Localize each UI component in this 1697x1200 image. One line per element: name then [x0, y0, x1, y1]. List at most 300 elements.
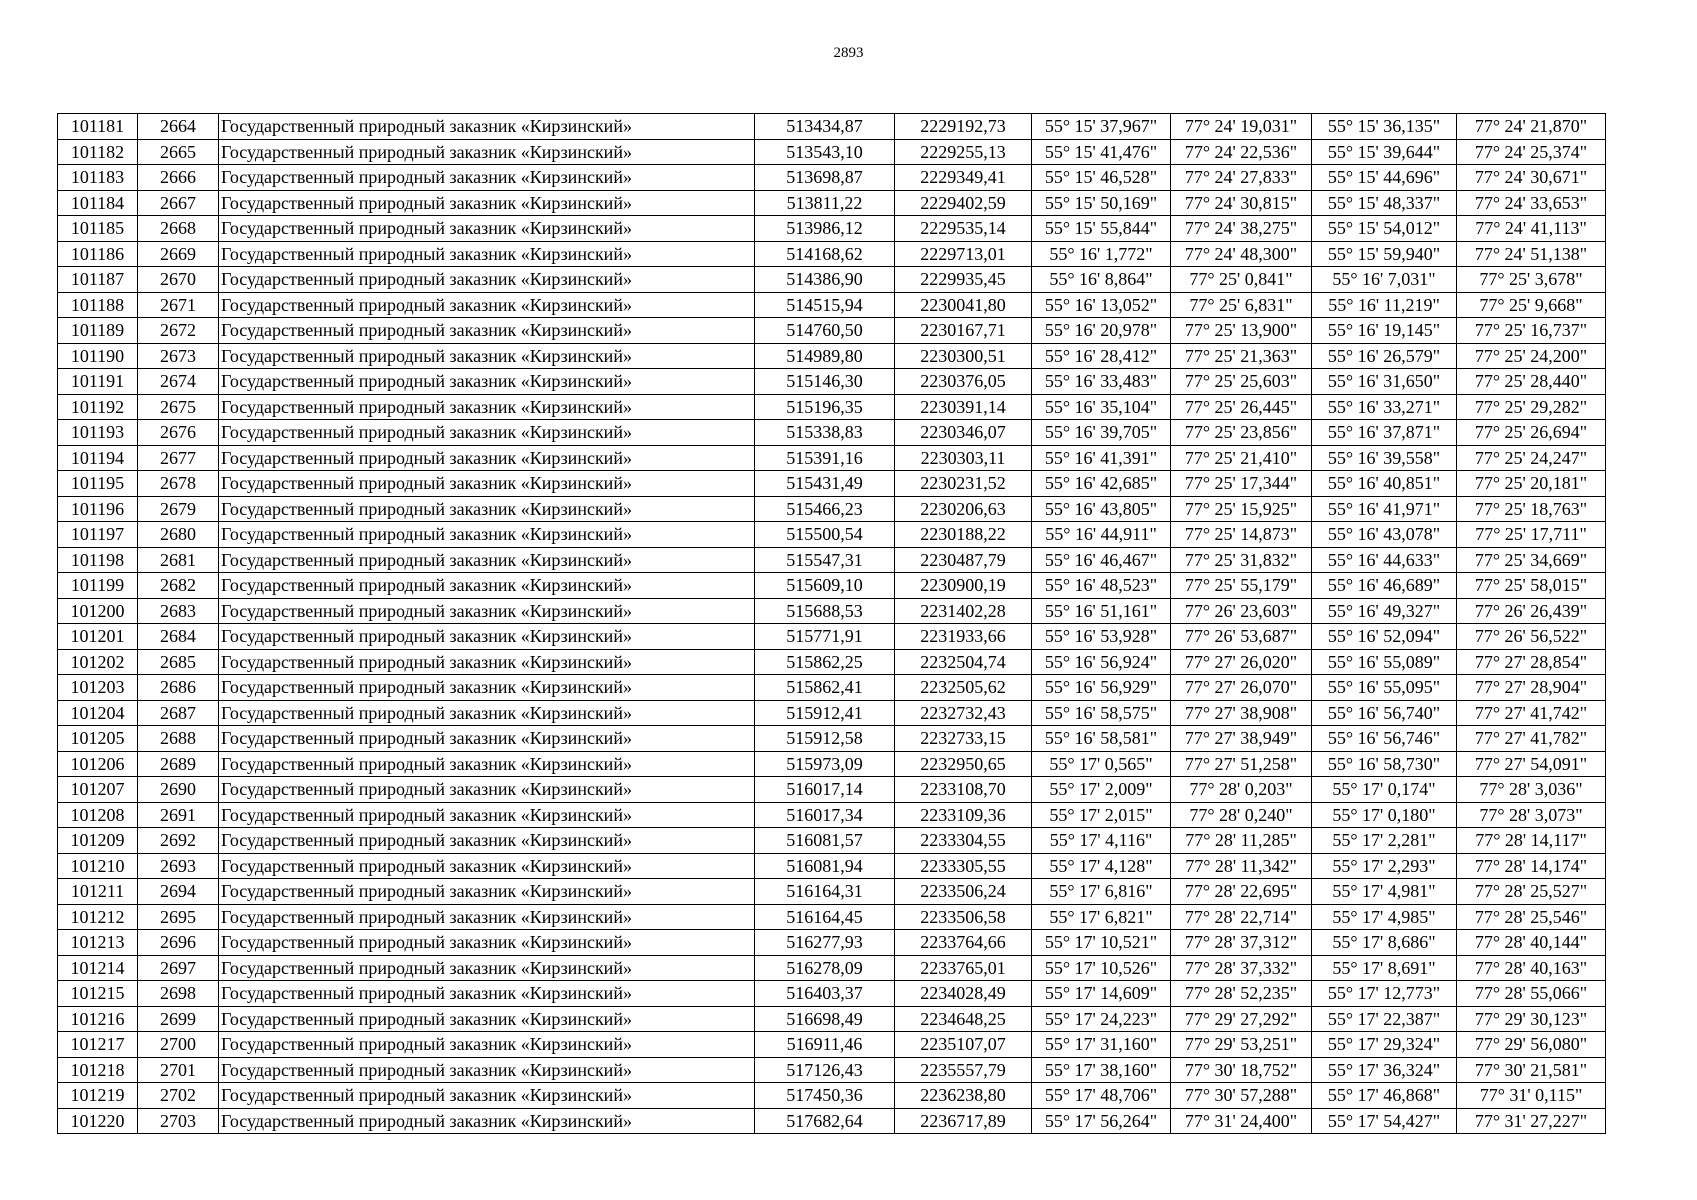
x-coordinate-cell: 516698,49	[755, 1006, 895, 1032]
point-number-cell: 2691	[138, 802, 219, 828]
area-name-cell: Государственный природный заказник «Кирзинский»	[219, 216, 755, 242]
longitude-2-cell: 77° 27' 41,742"	[1457, 700, 1606, 726]
table-row	[58, 1083, 1606, 1109]
x-coordinate-cell: 515466,23	[755, 496, 895, 522]
table-row	[58, 853, 1606, 879]
y-coordinate-cell: 2230376,05	[895, 369, 1032, 395]
latitude-2-cell: 55° 17' 54,427"	[1312, 1108, 1457, 1134]
table-row	[58, 700, 1606, 726]
longitude-2-cell: 77° 27' 54,091"	[1457, 751, 1606, 777]
latitude-2-cell: 55° 17' 2,281"	[1312, 828, 1457, 854]
x-coordinate-cell: 515688,53	[755, 598, 895, 624]
point-number-cell: 2677	[138, 445, 219, 471]
y-coordinate-cell: 2230206,63	[895, 496, 1032, 522]
latitude-2-cell: 55° 16' 7,031"	[1312, 267, 1457, 293]
latitude-2-cell: 55° 17' 8,691"	[1312, 955, 1457, 981]
longitude-1-cell: 77° 27' 38,908"	[1171, 700, 1312, 726]
record-id-cell: 101208	[58, 802, 138, 828]
latitude-1-cell: 55° 15' 46,528"	[1032, 165, 1171, 191]
area-name-cell: Государственный природный заказник «Кирзинский»	[219, 522, 755, 548]
point-number-cell: 2670	[138, 267, 219, 293]
latitude-1-cell: 55° 16' 46,467"	[1032, 547, 1171, 573]
x-coordinate-cell: 515862,25	[755, 649, 895, 675]
point-number-cell: 2682	[138, 573, 219, 599]
y-coordinate-cell: 2233506,24	[895, 879, 1032, 905]
point-number-cell: 2666	[138, 165, 219, 191]
latitude-1-cell: 55° 17' 6,816"	[1032, 879, 1171, 905]
record-id-cell: 101204	[58, 700, 138, 726]
latitude-2-cell: 55° 16' 39,558"	[1312, 445, 1457, 471]
record-id-cell: 101182	[58, 139, 138, 165]
y-coordinate-cell: 2233305,55	[895, 853, 1032, 879]
point-number-cell: 2687	[138, 700, 219, 726]
table-row	[58, 828, 1606, 854]
record-id-cell: 101184	[58, 190, 138, 216]
latitude-2-cell: 55° 17' 8,686"	[1312, 930, 1457, 956]
latitude-2-cell: 55° 17' 29,324"	[1312, 1032, 1457, 1058]
longitude-2-cell: 77° 24' 25,374"	[1457, 139, 1606, 165]
area-name-cell: Государственный природный заказник «Кирзинский»	[219, 700, 755, 726]
longitude-2-cell: 77° 25' 20,181"	[1457, 471, 1606, 497]
table-row	[58, 1108, 1606, 1134]
point-number-cell: 2668	[138, 216, 219, 242]
record-id-cell: 101187	[58, 267, 138, 293]
longitude-2-cell: 77° 27' 41,782"	[1457, 726, 1606, 752]
record-id-cell: 101192	[58, 394, 138, 420]
area-name-cell: Государственный природный заказник «Кирзинский»	[219, 649, 755, 675]
record-id-cell: 101213	[58, 930, 138, 956]
y-coordinate-cell: 2235557,79	[895, 1057, 1032, 1083]
table-row	[58, 777, 1606, 803]
longitude-2-cell: 77° 24' 21,870"	[1457, 114, 1606, 140]
latitude-2-cell: 55° 16' 58,730"	[1312, 751, 1457, 777]
latitude-1-cell: 55° 16' 35,104"	[1032, 394, 1171, 420]
longitude-2-cell: 77° 25' 58,015"	[1457, 573, 1606, 599]
record-id-cell: 101194	[58, 445, 138, 471]
point-number-cell: 2673	[138, 343, 219, 369]
x-coordinate-cell: 515912,41	[755, 700, 895, 726]
y-coordinate-cell: 2231933,66	[895, 624, 1032, 650]
record-id-cell: 101215	[58, 981, 138, 1007]
longitude-1-cell: 77° 25' 0,841"	[1171, 267, 1312, 293]
longitude-2-cell: 77° 30' 21,581"	[1457, 1057, 1606, 1083]
latitude-2-cell: 55° 16' 55,095"	[1312, 675, 1457, 701]
longitude-2-cell: 77° 25' 29,282"	[1457, 394, 1606, 420]
x-coordinate-cell: 516278,09	[755, 955, 895, 981]
longitude-1-cell: 77° 24' 27,833"	[1171, 165, 1312, 191]
x-coordinate-cell: 514989,80	[755, 343, 895, 369]
area-name-cell: Государственный природный заказник «Кирзинский»	[219, 879, 755, 905]
record-id-cell: 101201	[58, 624, 138, 650]
longitude-1-cell: 77° 24' 38,275"	[1171, 216, 1312, 242]
longitude-1-cell: 77° 25' 23,856"	[1171, 420, 1312, 446]
table-row	[58, 1057, 1606, 1083]
area-name-cell: Государственный природный заказник «Кирзинский»	[219, 1032, 755, 1058]
table-body	[58, 114, 1606, 1134]
latitude-1-cell: 55° 17' 31,160"	[1032, 1032, 1171, 1058]
longitude-2-cell: 77° 26' 56,522"	[1457, 624, 1606, 650]
point-number-cell: 2675	[138, 394, 219, 420]
x-coordinate-cell: 516081,94	[755, 853, 895, 879]
area-name-cell: Государственный природный заказник «Кирзинский»	[219, 955, 755, 981]
longitude-2-cell: 77° 29' 56,080"	[1457, 1032, 1606, 1058]
latitude-1-cell: 55° 16' 8,864"	[1032, 267, 1171, 293]
table-row	[58, 292, 1606, 318]
y-coordinate-cell: 2233765,01	[895, 955, 1032, 981]
x-coordinate-cell: 515338,83	[755, 420, 895, 446]
x-coordinate-cell: 516911,46	[755, 1032, 895, 1058]
table-row	[58, 343, 1606, 369]
area-name-cell: Государственный природный заказник «Кирзинский»	[219, 981, 755, 1007]
point-number-cell: 2679	[138, 496, 219, 522]
y-coordinate-cell: 2229349,41	[895, 165, 1032, 191]
x-coordinate-cell: 514386,90	[755, 267, 895, 293]
x-coordinate-cell: 517450,36	[755, 1083, 895, 1109]
latitude-2-cell: 55° 17' 4,985"	[1312, 904, 1457, 930]
table-row	[58, 114, 1606, 140]
latitude-1-cell: 55° 17' 2,015"	[1032, 802, 1171, 828]
area-name-cell: Государственный природный заказник «Кирзинский»	[219, 751, 755, 777]
latitude-2-cell: 55° 16' 55,089"	[1312, 649, 1457, 675]
record-id-cell: 101211	[58, 879, 138, 905]
latitude-1-cell: 55° 16' 43,805"	[1032, 496, 1171, 522]
point-number-cell: 2676	[138, 420, 219, 446]
x-coordinate-cell: 515862,41	[755, 675, 895, 701]
area-name-cell: Государственный природный заказник «Кирзинский»	[219, 930, 755, 956]
point-number-cell: 2696	[138, 930, 219, 956]
record-id-cell: 101219	[58, 1083, 138, 1109]
longitude-1-cell: 77° 24' 19,031"	[1171, 114, 1312, 140]
longitude-2-cell: 77° 24' 30,671"	[1457, 165, 1606, 191]
area-name-cell: Государственный природный заказник «Кирзинский»	[219, 675, 755, 701]
x-coordinate-cell: 517126,43	[755, 1057, 895, 1083]
latitude-1-cell: 55° 15' 37,967"	[1032, 114, 1171, 140]
point-number-cell: 2683	[138, 598, 219, 624]
table-row	[58, 1032, 1606, 1058]
table-row	[58, 930, 1606, 956]
latitude-2-cell: 55° 17' 0,174"	[1312, 777, 1457, 803]
x-coordinate-cell: 515973,09	[755, 751, 895, 777]
point-number-cell: 2692	[138, 828, 219, 854]
latitude-2-cell: 55° 16' 43,078"	[1312, 522, 1457, 548]
table-row	[58, 216, 1606, 242]
table-row	[58, 394, 1606, 420]
table-row	[58, 624, 1606, 650]
point-number-cell: 2695	[138, 904, 219, 930]
longitude-2-cell: 77° 25' 17,711"	[1457, 522, 1606, 548]
latitude-2-cell: 55° 17' 2,293"	[1312, 853, 1457, 879]
y-coordinate-cell: 2230167,71	[895, 318, 1032, 344]
record-id-cell: 101181	[58, 114, 138, 140]
longitude-2-cell: 77° 28' 25,527"	[1457, 879, 1606, 905]
x-coordinate-cell: 516017,34	[755, 802, 895, 828]
latitude-1-cell: 55° 17' 4,128"	[1032, 853, 1171, 879]
area-name-cell: Государственный природный заказник «Кирзинский»	[219, 241, 755, 267]
x-coordinate-cell: 514168,62	[755, 241, 895, 267]
y-coordinate-cell: 2229535,14	[895, 216, 1032, 242]
x-coordinate-cell: 516081,57	[755, 828, 895, 854]
latitude-1-cell: 55° 15' 55,844"	[1032, 216, 1171, 242]
latitude-1-cell: 55° 16' 20,978"	[1032, 318, 1171, 344]
table-row	[58, 675, 1606, 701]
point-number-cell: 2667	[138, 190, 219, 216]
longitude-1-cell: 77° 30' 18,752"	[1171, 1057, 1312, 1083]
longitude-1-cell: 77° 27' 38,949"	[1171, 726, 1312, 752]
longitude-2-cell: 77° 24' 41,113"	[1457, 216, 1606, 242]
longitude-2-cell: 77° 25' 28,440"	[1457, 369, 1606, 395]
y-coordinate-cell: 2230303,11	[895, 445, 1032, 471]
longitude-1-cell: 77° 27' 51,258"	[1171, 751, 1312, 777]
record-id-cell: 101196	[58, 496, 138, 522]
longitude-1-cell: 77° 27' 26,020"	[1171, 649, 1312, 675]
latitude-1-cell: 55° 16' 41,391"	[1032, 445, 1171, 471]
longitude-1-cell: 77° 29' 53,251"	[1171, 1032, 1312, 1058]
y-coordinate-cell: 2230391,14	[895, 394, 1032, 420]
table-row	[58, 165, 1606, 191]
longitude-2-cell: 77° 28' 40,144"	[1457, 930, 1606, 956]
latitude-2-cell: 55° 16' 37,871"	[1312, 420, 1457, 446]
record-id-cell: 101205	[58, 726, 138, 752]
longitude-1-cell: 77° 28' 37,332"	[1171, 955, 1312, 981]
point-number-cell: 2689	[138, 751, 219, 777]
table-row	[58, 496, 1606, 522]
area-name-cell: Государственный природный заказник «Кирзинский»	[219, 802, 755, 828]
x-coordinate-cell: 513986,12	[755, 216, 895, 242]
area-name-cell: Государственный природный заказник «Кирзинский»	[219, 904, 755, 930]
area-name-cell: Государственный природный заказник «Кирзинский»	[219, 139, 755, 165]
table-row	[58, 139, 1606, 165]
area-name-cell: Государственный природный заказник «Кирзинский»	[219, 445, 755, 471]
longitude-2-cell: 77° 27' 28,904"	[1457, 675, 1606, 701]
longitude-2-cell: 77° 27' 28,854"	[1457, 649, 1606, 675]
table-row	[58, 981, 1606, 1007]
y-coordinate-cell: 2232732,43	[895, 700, 1032, 726]
y-coordinate-cell: 2230346,07	[895, 420, 1032, 446]
area-name-cell: Государственный природный заказник «Кирзинский»	[219, 165, 755, 191]
point-number-cell: 2693	[138, 853, 219, 879]
longitude-2-cell: 77° 24' 33,653"	[1457, 190, 1606, 216]
x-coordinate-cell: 516164,31	[755, 879, 895, 905]
longitude-2-cell: 77° 28' 14,174"	[1457, 853, 1606, 879]
latitude-1-cell: 55° 16' 42,685"	[1032, 471, 1171, 497]
longitude-1-cell: 77° 25' 26,445"	[1171, 394, 1312, 420]
latitude-2-cell: 55° 16' 11,219"	[1312, 292, 1457, 318]
latitude-1-cell: 55° 17' 10,526"	[1032, 955, 1171, 981]
longitude-2-cell: 77° 31' 0,115"	[1457, 1083, 1606, 1109]
area-name-cell: Государственный природный заказник «Кирзинский»	[219, 318, 755, 344]
longitude-2-cell: 77° 25' 18,763"	[1457, 496, 1606, 522]
record-id-cell: 101209	[58, 828, 138, 854]
table-row	[58, 318, 1606, 344]
longitude-2-cell: 77° 25' 26,694"	[1457, 420, 1606, 446]
longitude-2-cell: 77° 28' 14,117"	[1457, 828, 1606, 854]
y-coordinate-cell: 2234648,25	[895, 1006, 1032, 1032]
latitude-1-cell: 55° 16' 1,772"	[1032, 241, 1171, 267]
y-coordinate-cell: 2230188,22	[895, 522, 1032, 548]
y-coordinate-cell: 2230900,19	[895, 573, 1032, 599]
table-row	[58, 547, 1606, 573]
latitude-2-cell: 55° 16' 46,689"	[1312, 573, 1457, 599]
area-name-cell: Государственный природный заказник «Кирзинский»	[219, 547, 755, 573]
latitude-1-cell: 55° 17' 38,160"	[1032, 1057, 1171, 1083]
y-coordinate-cell: 2232505,62	[895, 675, 1032, 701]
table-row	[58, 369, 1606, 395]
y-coordinate-cell: 2229402,59	[895, 190, 1032, 216]
y-coordinate-cell: 2233109,36	[895, 802, 1032, 828]
record-id-cell: 101206	[58, 751, 138, 777]
y-coordinate-cell: 2229713,01	[895, 241, 1032, 267]
longitude-1-cell: 77° 28' 11,285"	[1171, 828, 1312, 854]
latitude-1-cell: 55° 15' 41,476"	[1032, 139, 1171, 165]
page-number: 2893	[833, 45, 864, 61]
latitude-2-cell: 55° 17' 46,868"	[1312, 1083, 1457, 1109]
y-coordinate-cell: 2236238,80	[895, 1083, 1032, 1109]
x-coordinate-cell: 515547,31	[755, 547, 895, 573]
latitude-2-cell: 55° 16' 40,851"	[1312, 471, 1457, 497]
x-coordinate-cell: 515431,49	[755, 471, 895, 497]
latitude-2-cell: 55° 15' 59,940"	[1312, 241, 1457, 267]
x-coordinate-cell: 516403,37	[755, 981, 895, 1007]
latitude-1-cell: 55° 17' 2,009"	[1032, 777, 1171, 803]
latitude-2-cell: 55° 15' 44,696"	[1312, 165, 1457, 191]
y-coordinate-cell: 2230231,52	[895, 471, 1032, 497]
y-coordinate-cell: 2233108,70	[895, 777, 1032, 803]
latitude-1-cell: 55° 16' 56,929"	[1032, 675, 1171, 701]
latitude-1-cell: 55° 16' 48,523"	[1032, 573, 1171, 599]
point-number-cell: 2701	[138, 1057, 219, 1083]
point-number-cell: 2699	[138, 1006, 219, 1032]
longitude-1-cell: 77° 28' 37,312"	[1171, 930, 1312, 956]
longitude-1-cell: 77° 25' 25,603"	[1171, 369, 1312, 395]
record-id-cell: 101218	[58, 1057, 138, 1083]
table-row	[58, 573, 1606, 599]
latitude-2-cell: 55° 17' 0,180"	[1312, 802, 1457, 828]
latitude-1-cell: 55° 16' 13,052"	[1032, 292, 1171, 318]
y-coordinate-cell: 2231402,28	[895, 598, 1032, 624]
latitude-2-cell: 55° 16' 44,633"	[1312, 547, 1457, 573]
x-coordinate-cell: 516017,14	[755, 777, 895, 803]
table-row	[58, 598, 1606, 624]
record-id-cell: 101189	[58, 318, 138, 344]
latitude-2-cell: 55° 16' 33,271"	[1312, 394, 1457, 420]
table-row	[58, 445, 1606, 471]
latitude-1-cell: 55° 17' 6,821"	[1032, 904, 1171, 930]
table-row	[58, 802, 1606, 828]
record-id-cell: 101188	[58, 292, 138, 318]
latitude-2-cell: 55° 15' 54,012"	[1312, 216, 1457, 242]
longitude-1-cell: 77° 28' 11,342"	[1171, 853, 1312, 879]
longitude-1-cell: 77° 27' 26,070"	[1171, 675, 1312, 701]
x-coordinate-cell: 515146,30	[755, 369, 895, 395]
record-id-cell: 101214	[58, 955, 138, 981]
x-coordinate-cell: 514760,50	[755, 318, 895, 344]
table-row	[58, 649, 1606, 675]
latitude-2-cell: 55° 15' 39,644"	[1312, 139, 1457, 165]
area-name-cell: Государственный природный заказник «Кирзинский»	[219, 420, 755, 446]
point-number-cell: 2684	[138, 624, 219, 650]
latitude-1-cell: 55° 17' 24,223"	[1032, 1006, 1171, 1032]
record-id-cell: 101212	[58, 904, 138, 930]
latitude-1-cell: 55° 17' 4,116"	[1032, 828, 1171, 854]
area-name-cell: Государственный природный заказник «Кирзинский»	[219, 1083, 755, 1109]
latitude-1-cell: 55° 17' 10,521"	[1032, 930, 1171, 956]
area-name-cell: Государственный природный заказник «Кирзинский»	[219, 190, 755, 216]
y-coordinate-cell: 2230300,51	[895, 343, 1032, 369]
record-id-cell: 101191	[58, 369, 138, 395]
y-coordinate-cell: 2229255,13	[895, 139, 1032, 165]
record-id-cell: 101220	[58, 1108, 138, 1134]
longitude-1-cell: 77° 24' 30,815"	[1171, 190, 1312, 216]
longitude-1-cell: 77° 24' 48,300"	[1171, 241, 1312, 267]
x-coordinate-cell: 513434,87	[755, 114, 895, 140]
longitude-1-cell: 77° 25' 6,831"	[1171, 292, 1312, 318]
longitude-2-cell: 77° 28' 25,546"	[1457, 904, 1606, 930]
latitude-2-cell: 55° 16' 19,145"	[1312, 318, 1457, 344]
point-number-cell: 2680	[138, 522, 219, 548]
point-number-cell: 2703	[138, 1108, 219, 1134]
record-id-cell: 101183	[58, 165, 138, 191]
latitude-1-cell: 55° 15' 50,169"	[1032, 190, 1171, 216]
x-coordinate-cell: 515912,58	[755, 726, 895, 752]
longitude-1-cell: 77° 30' 57,288"	[1171, 1083, 1312, 1109]
area-name-cell: Государственный природный заказник «Кирзинский»	[219, 292, 755, 318]
longitude-1-cell: 77° 28' 0,203"	[1171, 777, 1312, 803]
latitude-2-cell: 55° 16' 31,650"	[1312, 369, 1457, 395]
latitude-1-cell: 55° 16' 44,911"	[1032, 522, 1171, 548]
point-number-cell: 2669	[138, 241, 219, 267]
latitude-1-cell: 55° 16' 51,161"	[1032, 598, 1171, 624]
longitude-1-cell: 77° 25' 55,179"	[1171, 573, 1312, 599]
area-name-cell: Государственный природный заказник «Кирзинский»	[219, 369, 755, 395]
point-number-cell: 2664	[138, 114, 219, 140]
latitude-1-cell: 55° 17' 56,264"	[1032, 1108, 1171, 1134]
longitude-1-cell: 77° 26' 53,687"	[1171, 624, 1312, 650]
record-id-cell: 101186	[58, 241, 138, 267]
area-name-cell: Государственный природный заказник «Кирзинский»	[219, 343, 755, 369]
record-id-cell: 101207	[58, 777, 138, 803]
y-coordinate-cell: 2235107,07	[895, 1032, 1032, 1058]
latitude-1-cell: 55° 16' 39,705"	[1032, 420, 1171, 446]
y-coordinate-cell: 2232950,65	[895, 751, 1032, 777]
area-name-cell: Государственный природный заказник «Кирзинский»	[219, 267, 755, 293]
latitude-2-cell: 55° 17' 22,387"	[1312, 1006, 1457, 1032]
y-coordinate-cell: 2233304,55	[895, 828, 1032, 854]
longitude-1-cell: 77° 25' 21,410"	[1171, 445, 1312, 471]
latitude-2-cell: 55° 16' 49,327"	[1312, 598, 1457, 624]
area-name-cell: Государственный природный заказник «Кирзинский»	[219, 573, 755, 599]
area-name-cell: Государственный природный заказник «Кирзинский»	[219, 394, 755, 420]
table-row	[58, 241, 1606, 267]
point-number-cell: 2686	[138, 675, 219, 701]
record-id-cell: 101210	[58, 853, 138, 879]
longitude-1-cell: 77° 25' 17,344"	[1171, 471, 1312, 497]
longitude-1-cell: 77° 28' 22,714"	[1171, 904, 1312, 930]
longitude-2-cell: 77° 26' 26,439"	[1457, 598, 1606, 624]
area-name-cell: Государственный природный заказник «Кирзинский»	[219, 598, 755, 624]
latitude-1-cell: 55° 16' 53,928"	[1032, 624, 1171, 650]
longitude-1-cell: 77° 31' 24,400"	[1171, 1108, 1312, 1134]
table-row	[58, 471, 1606, 497]
longitude-2-cell: 77° 29' 30,123"	[1457, 1006, 1606, 1032]
table-row	[58, 955, 1606, 981]
longitude-1-cell: 77° 25' 15,925"	[1171, 496, 1312, 522]
record-id-cell: 101217	[58, 1032, 138, 1058]
area-name-cell: Государственный природный заказник «Кирзинский»	[219, 624, 755, 650]
record-id-cell: 101202	[58, 649, 138, 675]
latitude-1-cell: 55° 17' 14,609"	[1032, 981, 1171, 1007]
area-name-cell: Государственный природный заказник «Кирзинский»	[219, 496, 755, 522]
x-coordinate-cell: 515196,35	[755, 394, 895, 420]
